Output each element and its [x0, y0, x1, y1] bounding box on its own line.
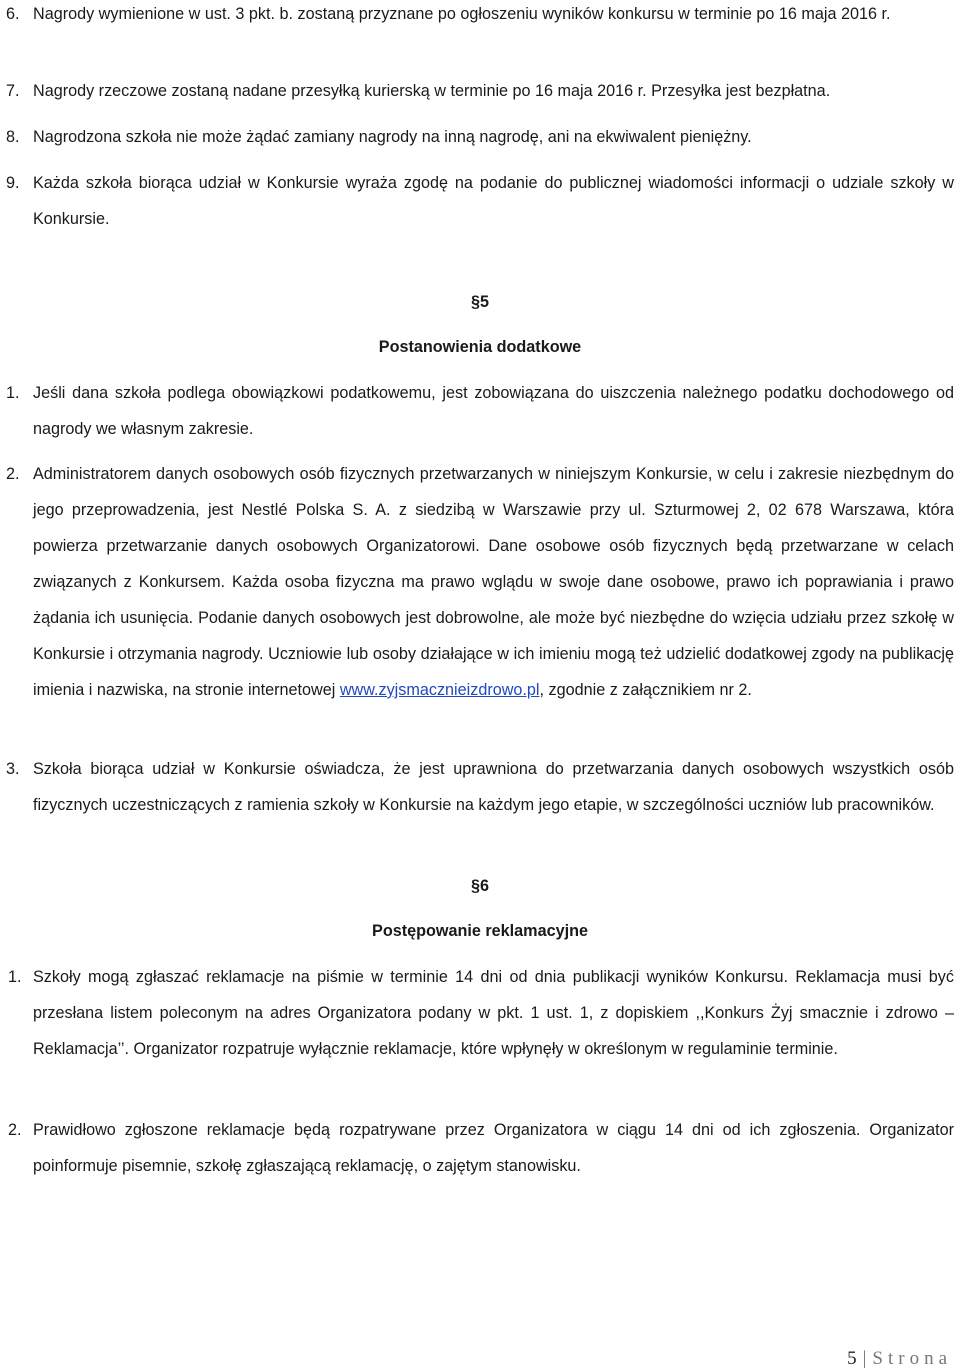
list-text: Nagrodzona szkoła nie może żądać zamiany nagrody na inną nagrodę, ani na ekwiwalent pieniężny.	[33, 128, 752, 146]
list-number: 2.	[6, 465, 20, 483]
list-text: Nagrody rzeczowe zostaną nadane przesyłką kurierską w terminie po 16 maja 2016 r. Przesyłka jest bezpłatna.	[33, 82, 831, 100]
list-text: Prawidłowo zgłoszone reklamacje będą rozpatrywane przez Organizatora w ciągu 14 dni od ich zgłoszenia. Organizator poinformuje pisemnie, szkołę zgłaszającą reklamację, o zajętym stanowisku.	[33, 1121, 954, 1175]
list-text: Jeśli dana szkoła podlega obowiązkowi podatkowemu, jest zobowiązana do uiszczenia należnego podatku dochodowego od nagrody we własnym zakresie.	[33, 384, 954, 438]
footer-label: Strona	[872, 1348, 952, 1369]
list-text: Administratorem danych osobowych osób fizycznych przetwarzanych w niniejszym Konkursie, w celu i zakresie niezbędnym do jego przeprowadzenia, jest Nestlé Polska S. A. z siedzibą w Warszawie przy ul. Szturmowej 2, 02 678 Warszawa, która powierza przetwarzanie danych osobowych Organizatorowi. Dane osobowe osób fizycznych będą przetwarzane w celach związanych z Konkursem. Każda osoba fizyczna ma prawo wglądu w swoje dane osobowe, prawo ich poprawiania i prawo żądania ich usunięcia. Podanie danych osobowych jest dobrowolne, ale może być niezbędne do wzięcia udziału przez szkołę w Konkursie i otrzymania nagrody. Uczniowie lub osoby działające w ich imieniu mogą też udzielić dodatkowej zgody na publikację imienia i nazwiska, na stronie internetowej www.zyjsmacznieizdrowo.pl, zgodnie z załącznikiem nr 2.	[33, 465, 954, 699]
list-text: Każda szkoła biorąca udział w Konkursie wyraża zgodę na podanie do publicznej wiadomości informacji o udziale szkoły w Konkursie.	[33, 174, 954, 228]
page-number: 5	[847, 1348, 857, 1369]
list-text: Szkoła biorąca udział w Konkursie oświadcza, że jest uprawniona do przetwarzania danych osobowych wszystkich osób fizycznych uczestniczących z ramienia szkoły w Konkursie na każdym jego etapie, w szczególności uczniów lub pracowników.	[33, 760, 954, 814]
list-number: 9.	[6, 174, 20, 192]
list-text: Szkoły mogą zgłaszać reklamacje na piśmie w terminie 14 dni od dnia publikacji wyników Konkursu. Reklamacja musi być przesłana listem poleconym na adres Organizatora podany w pkt. 1 ust. 1, z dopiskiem ,,Konkurs Żyj smacznie i zdrowo – Reklamacja’’. Organizator rozpatruje wyłącznie reklamacje, które wpłynęły w określonym w regulaminie terminie.	[33, 968, 954, 1058]
footer-separator: |	[862, 1348, 867, 1369]
list-number: 2.	[8, 1121, 22, 1139]
page-footer	[847, 1348, 952, 1370]
website-link[interactable]: www.zyjsmacznieizdrowo.pl	[339, 681, 540, 699]
list-number: 8.	[6, 128, 20, 146]
list-number: 1.	[6, 384, 20, 402]
list-number: 3.	[6, 760, 20, 778]
list-number: 6.	[6, 5, 20, 23]
list-text: Nagrody wymienione w ust. 3 pkt. b. zostaną przyznane po ogłoszeniu wyników konkursu w terminie po 16 maja 2016 r.	[33, 5, 891, 23]
section-title: Postanowienia dodatkowe	[378, 338, 582, 356]
section-title: Postępowanie reklamacyjne	[372, 922, 588, 940]
list-number: 7.	[6, 82, 20, 100]
list-number: 1.	[8, 968, 22, 986]
section-symbol: §6	[470, 877, 489, 895]
section-symbol: §5	[470, 293, 489, 311]
